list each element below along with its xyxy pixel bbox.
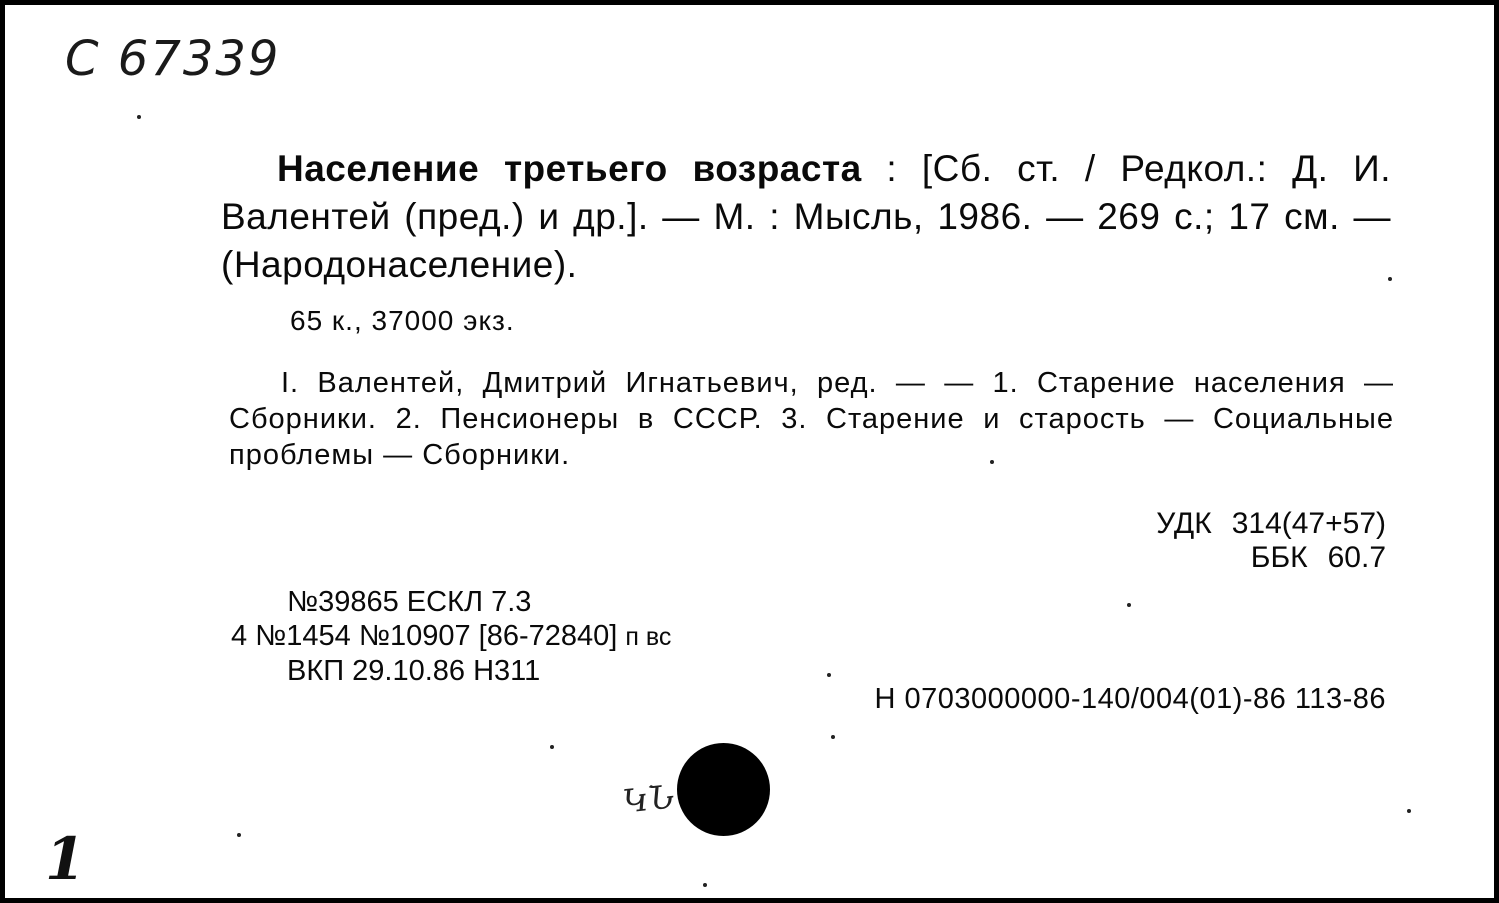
bibliographic-description: : [Сб. ст. / Редкол.: Д. И. Валентей (пред.) и др.]. — М. : Мысль, 1986. — 269 с.; 17 см. — (Народонаселение). — [221, 148, 1392, 285]
bibliographic-entry — [221, 145, 1391, 289]
ink-speck — [550, 745, 554, 749]
ink-speck — [831, 735, 835, 739]
price-and-print-run: 65 к., 37000 экз. — [290, 305, 515, 336]
ink-speck — [1407, 809, 1411, 813]
ink-speck — [237, 833, 241, 837]
book-title: Население третьего возраста — [277, 148, 862, 189]
handwritten-initials: ԿՆ — [621, 777, 676, 821]
tech-line-3: ВКП 29.10.86 Н311 — [287, 655, 541, 687]
tech-line-2-main: 4 №1454 №10907 [86-72840] — [231, 620, 618, 652]
bbk-label: ББК — [1250, 541, 1308, 574]
tech-line-1: №39865 ЕСКЛ 7.3 — [287, 586, 532, 618]
ink-speck — [137, 115, 141, 119]
ink-speck — [990, 460, 994, 464]
udk-value: 314(47+57) — [1231, 507, 1386, 540]
bbk-line — [1156, 541, 1386, 575]
udk-line — [1156, 507, 1386, 541]
punch-hole — [677, 743, 770, 836]
handwritten-copy-mark: 1 — [45, 825, 86, 893]
order-number: Н 0703000000-140/004(01)-86 113-86 — [874, 683, 1386, 715]
ink-speck — [703, 883, 707, 887]
tech-line-2 — [231, 619, 671, 654]
bbk-value: 60.7 — [1327, 541, 1386, 574]
ink-speck — [827, 673, 831, 677]
subject-tracings — [229, 365, 1394, 473]
handwritten-call-number: С 67339 — [65, 31, 281, 87]
ink-speck — [1127, 603, 1131, 607]
udk-label: УДК — [1156, 507, 1212, 540]
tech-line-2-suffix: п вс — [625, 623, 672, 651]
technical-details — [231, 585, 671, 688]
tracings-text: I. Валентей, Дмитрий Игнатьевич, ред. — — 1. Старение населения — Сборники. 2. Пенсионеры в СССР. 3. Старение и старость — Социальные проблемы — Сборники. — [229, 367, 1394, 471]
ink-speck — [1388, 277, 1392, 281]
classification-codes — [1156, 507, 1386, 575]
